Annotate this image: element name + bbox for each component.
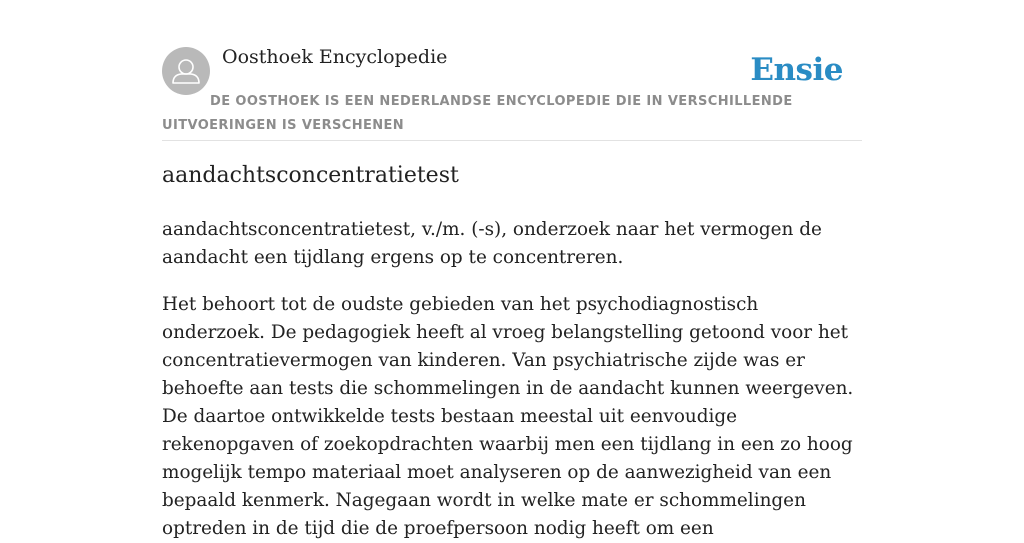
source-title[interactable]: Oosthoek Encyclopedie [222, 46, 448, 68]
source-avatar[interactable] [162, 47, 210, 95]
ensie-logo[interactable]: Ensie [750, 52, 843, 88]
entry-paragraph: Het behoort tot de oudste gebieden van het psychodiagnostisch onderzoek. De pedagogiek heeft al vroeg belangstelling getoond voor het concentratievermogen van kinderen. Van psychiatrische zijde was er behoefte aan tests die schommelingen in de aandacht kunnen weergeven. De daartoe ontwikkelde tests bestaan meestal uit eenvoudige rekenopgaven of zoekopdrachten waarbij men een tijdlang in een zo hoog mogelijk tempo materiaal moet analyseren op de aanwezigheid van een bepaald kenmerk. Nagegaan wordt in welke mate er schommelingen optreden in de tijd die de proefpersoon nodig heeft om een [162, 294, 854, 539]
entry-paragraph: aandachtsconcentratietest, v./m. (-s), onderzoek naar het vermogen de aandacht een tijdlang ergens op te concentreren. [162, 219, 822, 268]
page-container [162, 0, 862, 539]
source-header [162, 0, 862, 141]
source-description: DE OOSTHOEK IS EEN NEDERLANDSE ENCYCLOPEDIE DIE IN VERSCHILLENDE UITVOERINGEN IS VERSCHENEN [162, 94, 793, 133]
user-silhouette-icon [162, 47, 210, 95]
entry-title: aandachtsconcentratietest [162, 163, 459, 188]
